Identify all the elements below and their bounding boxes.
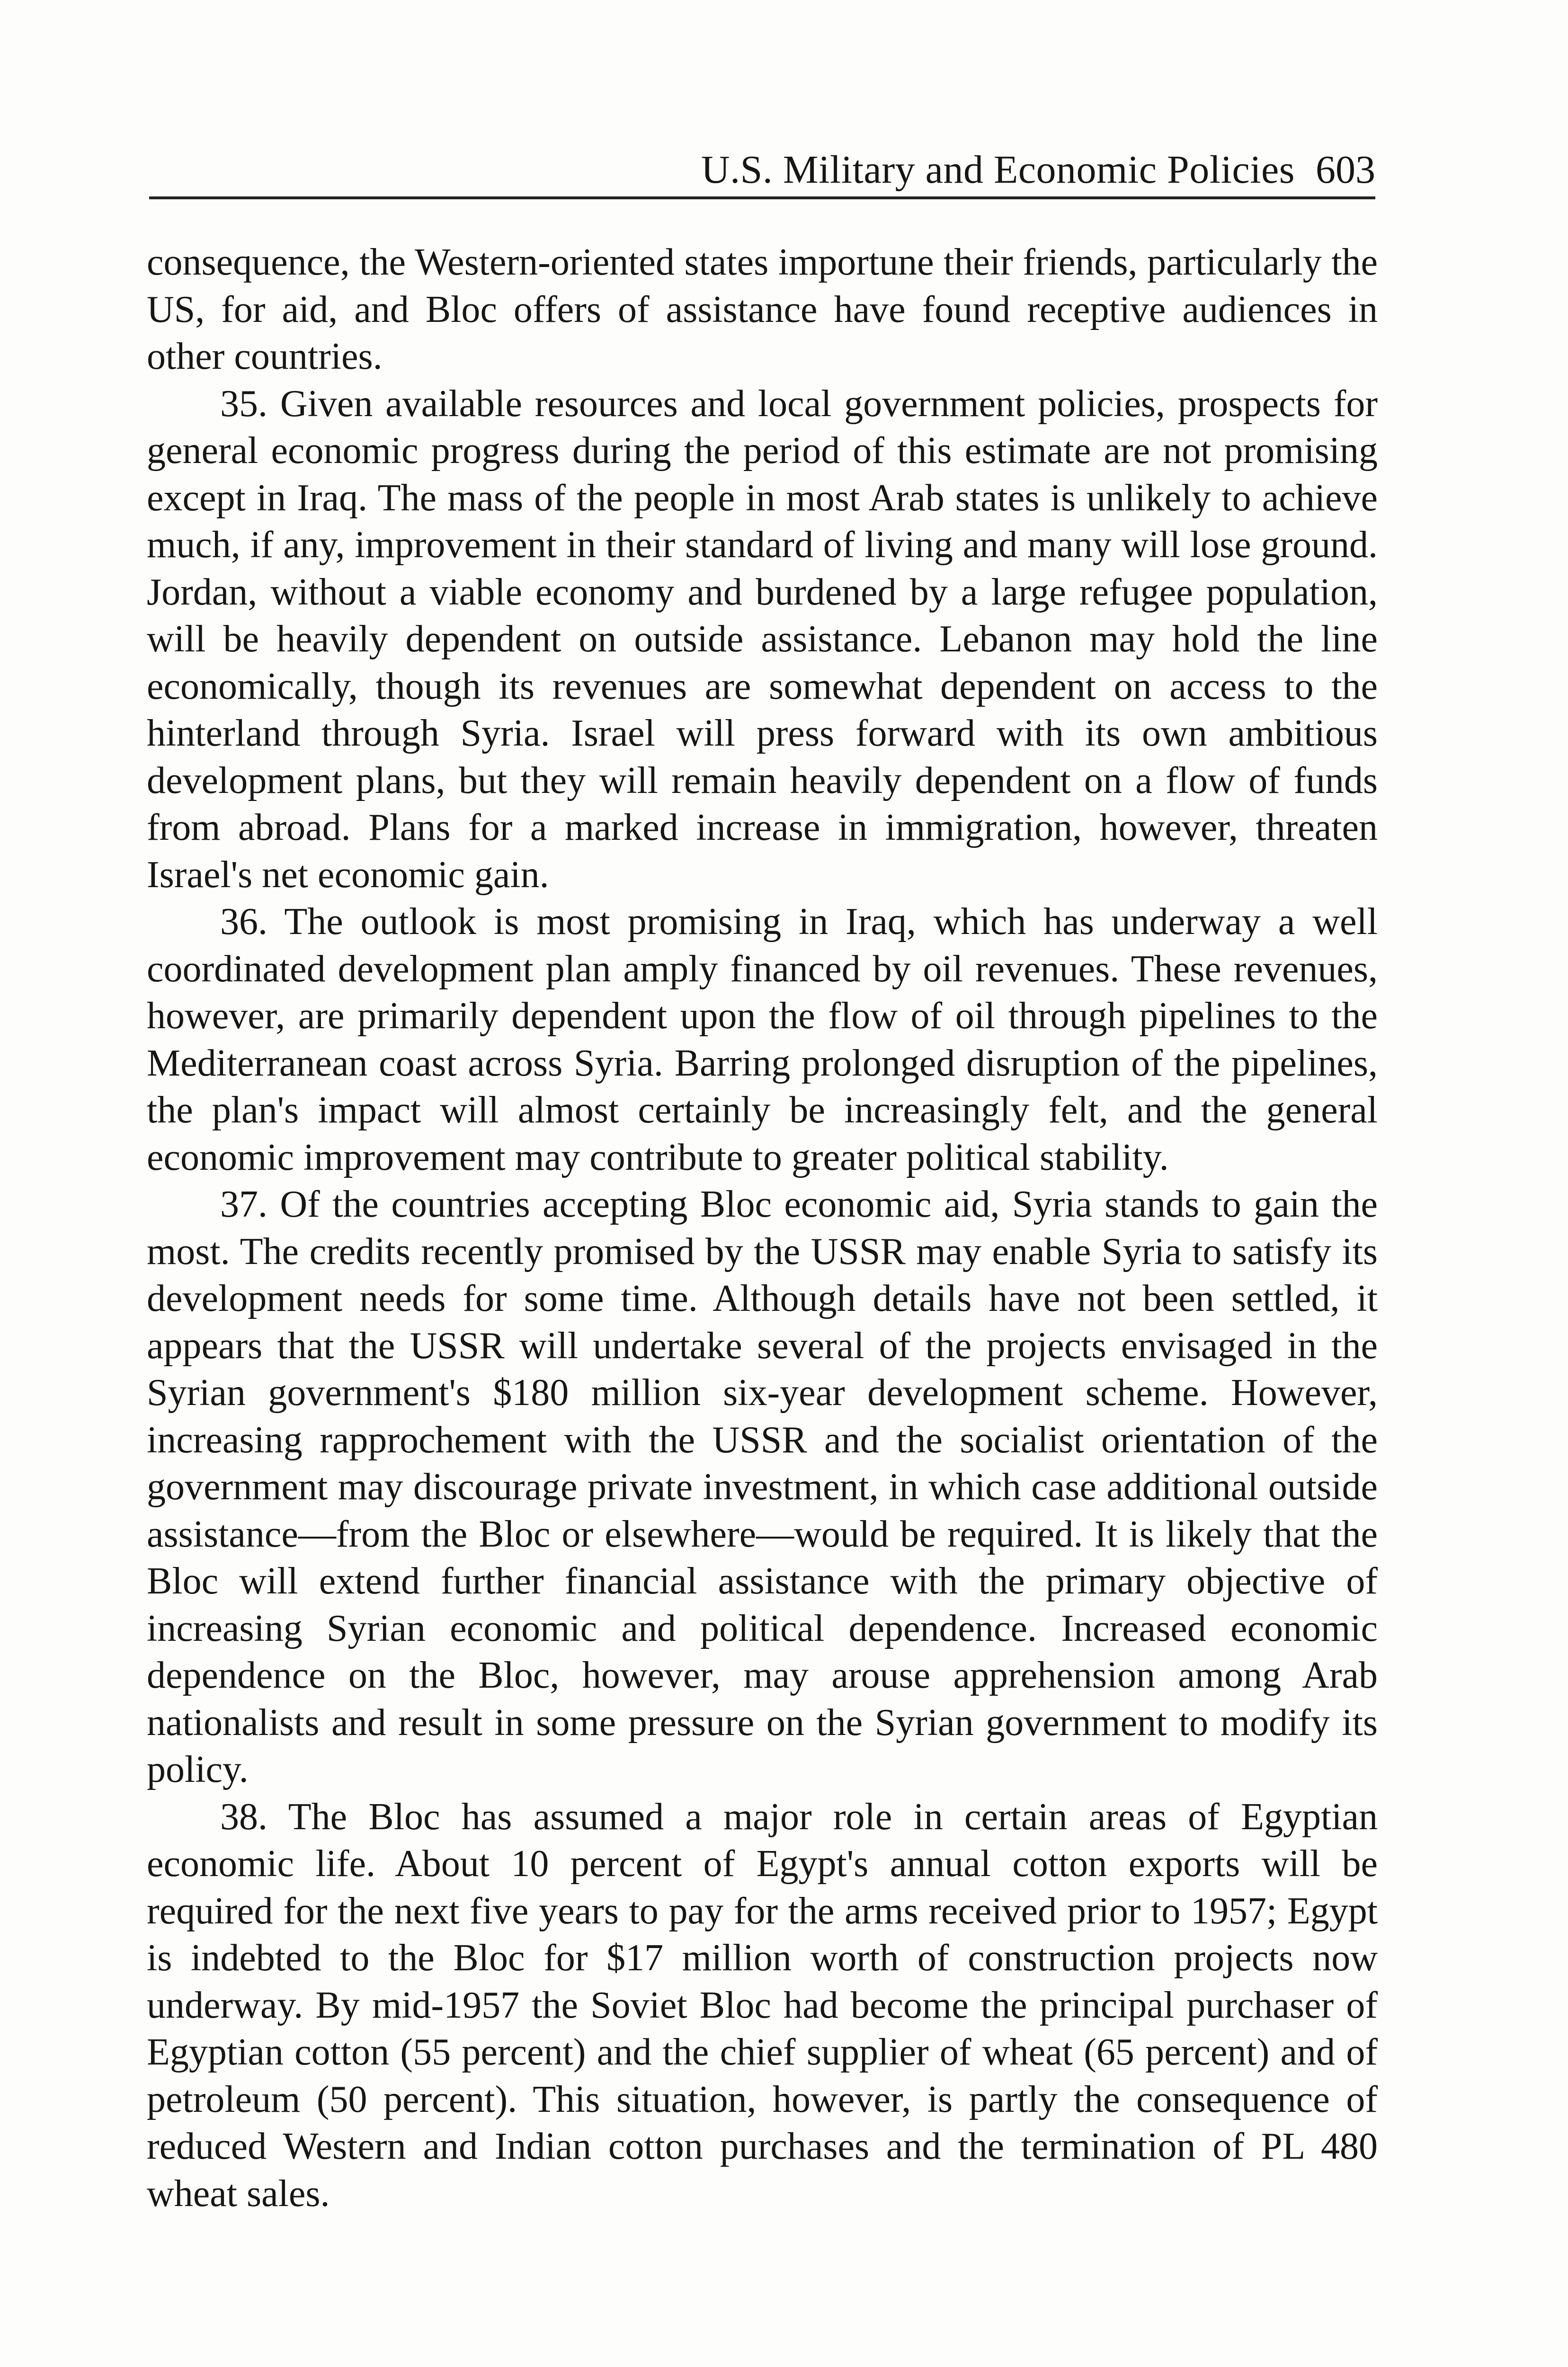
paragraph-35: 35. Given available resources and local government policies, prospects for general economic progress during the period of this estimate are not promising except in Iraq. The mass of the people in most Arab states is unlikely to achieve much, if any, improvement in their standard of living and many will lose ground. Jordan, without a viable economy and burdened by a large refugee population, will be heavily dependent on outside assistance. Lebanon may hold the line economically, though its revenues are somewhat dependent on access to the hinterland through Syria. Israel will press forward with its own ambitious development plans, but they will remain heavily dependent on a flow of funds from abroad. Plans for a marked increase in immigration, however, threaten Israel's net economic gain. — [147, 383, 1378, 896]
paragraph-continued: consequence, the Western-oriented states importune their friends, particularly the US, for aid, and Bloc offers of assistance have found receptive audiences in other countries. — [147, 241, 1378, 377]
paragraph-37: 37. Of the countries accepting Bloc economic aid, Syria stands to gain the most. The credits recently promised by the USSR may enable Syria to satisfy its development needs for some time. Although details have not been settled, it appears that the USSR will undertake several of the projects envisaged in the Syrian government's $180 million six-year development scheme. However, increasing rapprochement with the USSR and the socialist orientation of the government may discourage private investment, in which case additional outside assistance—from the Bloc or elsewhere—would be required. It is likely that the Bloc will extend further financial assistance with the primary objective of increasing Syrian economic and political dependence. Increased economic dependence on the Bloc, however, may arouse apprehension among Arab nationalists and result in some pressure on the Syrian government to modify its policy. — [147, 1184, 1378, 1790]
running-head-title: U.S. Military and Economic Policies — [701, 148, 1295, 192]
paragraph-38: 38. The Bloc has assumed a major role in certain areas of Egyptian economic life. About 10 percent of Egypt's annual cotton exports will be required for the next five years to pay for the arms received prior to 1957; Egypt is indebted to the Bloc for $17 million worth of construction projects now underway. By mid-1957 the Soviet Bloc had become the principal purchaser of Egyptian cotton (55 percent) and the chief supplier of wheat (65 percent) and of petroleum (50 percent). This situation, however, is partly the consequence of reduced Western and Indian cotton purchases and the termination of PL 480 wheat sales. — [147, 1796, 1378, 2215]
paragraph-36: 36. The outlook is most promising in Iraq, which has underway a well coordinated development plan amply financed by oil revenues. These revenues, however, are primarily dependent upon the flow of oil through pipelines to the Mediterranean coast across Syria. Barring prolonged disruption of the pipelines, the plan's impact will almost certainly be increasingly felt, and the general economic improvement may contribute to greater political stability. — [147, 901, 1378, 1178]
body-text — [147, 239, 1378, 2367]
running-head — [149, 137, 1375, 199]
page-number: 603 — [1316, 148, 1375, 192]
